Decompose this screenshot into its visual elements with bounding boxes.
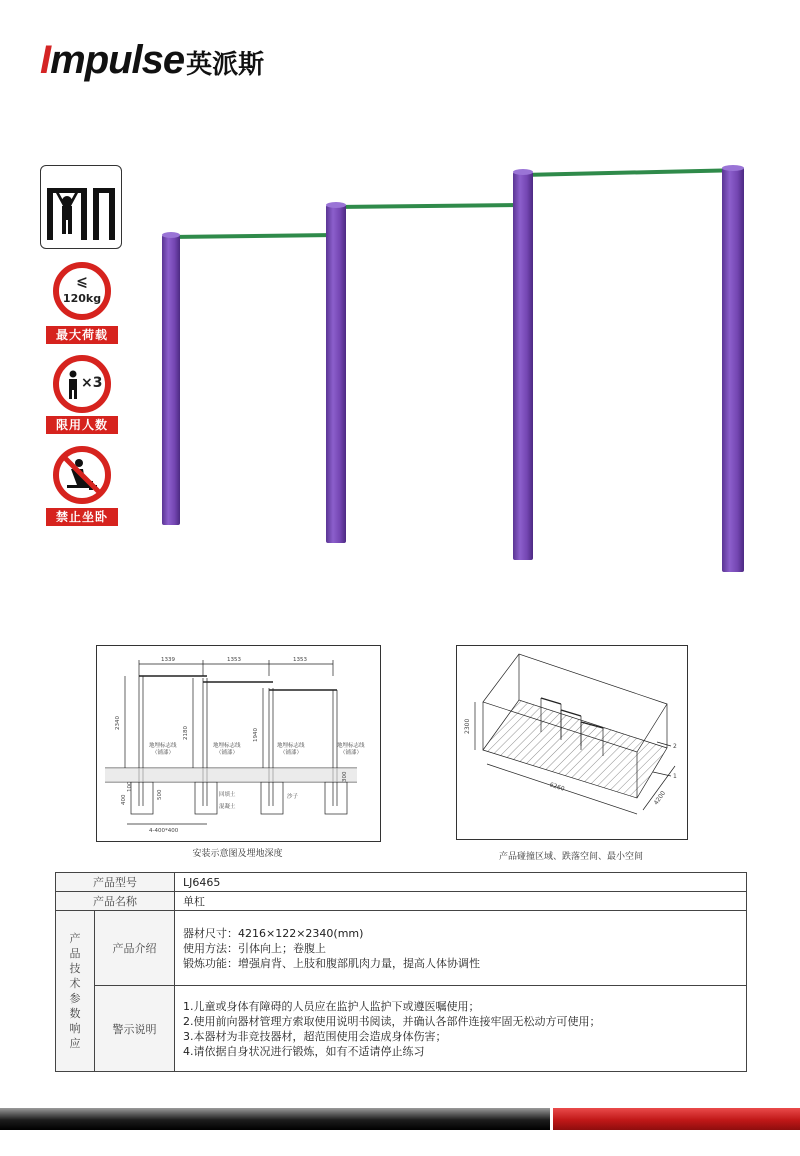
note-backfill: 回填土	[219, 792, 236, 798]
intro-line: 使用方法：引体向上；卷腹上	[183, 941, 326, 955]
brand-rest: mpulse	[50, 38, 185, 82]
brand-logo	[40, 40, 264, 80]
user-limit-icon	[47, 354, 117, 414]
dim-w3: 1353	[293, 657, 307, 663]
side-char: 应	[69, 1037, 81, 1050]
label-n1: 1	[673, 773, 677, 780]
max-load-icon	[47, 262, 117, 320]
user-limit-label: 限用人数	[46, 416, 118, 434]
brand-latin	[40, 40, 184, 80]
intro-line: 器材尺寸：4216×122×2340(mm)	[183, 926, 364, 940]
warning-line: 2.使用前向器材管理方索取使用说明书阅读，并确认各部件连接牢固无松动方可使用；	[183, 1014, 601, 1028]
note-sand: 沙子	[287, 794, 299, 800]
dim-d400: 400	[121, 794, 127, 805]
installation-caption: 安装示意图及埋地深度	[192, 849, 283, 859]
note-mark1b: （铺漆）	[152, 750, 175, 756]
load-value: 120kg	[62, 292, 102, 305]
model-value: LJ6465	[175, 873, 747, 892]
side-char: 响	[69, 1022, 81, 1035]
spec-table	[55, 872, 747, 1072]
safety-space-drawing	[456, 645, 688, 840]
side-char: 品	[69, 947, 81, 960]
dim-d100: 100	[127, 781, 133, 792]
note-concrete: 混凝土	[219, 804, 236, 810]
dim-height: 2300	[464, 718, 471, 734]
side-char: 术	[69, 977, 81, 990]
brand-first-letter: I	[40, 38, 51, 82]
dim-h2: 2180	[183, 726, 189, 740]
note-mark4: 地埋标志线	[337, 743, 365, 749]
note-mark3b: （铺漆）	[280, 750, 303, 756]
warning-line: 3.本器材为非竞技器材，超范围使用会造成身体伤害；	[183, 1029, 447, 1043]
dim-length: 6260	[548, 781, 566, 793]
warning-label: 警示说明	[95, 986, 175, 1072]
footer-bar-red	[553, 1108, 800, 1130]
note-mark3: 地埋标志线	[277, 743, 305, 749]
note-mark2: 地埋标志线	[213, 743, 241, 749]
dim-width: 4200	[652, 789, 668, 807]
name-label: 产品名称	[56, 892, 175, 911]
dim-w1: 1339	[161, 657, 175, 663]
side-char: 数	[69, 1007, 81, 1020]
pullup-pictogram-icon	[40, 165, 122, 249]
label-n2: 2	[673, 743, 677, 750]
no-sitting-icon	[47, 444, 117, 506]
model-label: 产品型号	[56, 873, 175, 892]
dim-d500: 500	[157, 789, 163, 800]
product-image	[130, 150, 770, 590]
note-mark1: 地埋标志线	[149, 743, 177, 749]
footer-bar-dark	[0, 1108, 550, 1130]
no-sitting-label: 禁止坐卧	[46, 508, 118, 526]
brand-chinese: 英派斯	[186, 50, 265, 80]
dim-h1: 2340	[115, 716, 121, 730]
intro-label: 产品介绍	[95, 911, 175, 986]
dim-foot: 4-400*400	[149, 828, 179, 834]
dim-h3: 1940	[253, 728, 259, 742]
tech-param-side-label	[56, 911, 95, 1072]
warning-line: 1.儿童或身体有障碍的人员应在监护人监护下或遵医嘱使用；	[183, 999, 480, 1013]
user-limit-value: ×3	[81, 375, 103, 391]
side-char: 参	[69, 992, 81, 1005]
intro-content	[175, 911, 747, 986]
load-symbol: ⩽	[76, 274, 88, 290]
side-char: 技	[69, 962, 81, 975]
max-load-label: 最大荷载	[46, 326, 118, 344]
dim-d300: 300	[342, 771, 348, 782]
note-mark4b: （铺漆）	[340, 750, 363, 756]
side-char: 产	[69, 932, 81, 945]
name-value: 单杠	[175, 892, 747, 911]
warning-line: 4.请依据自身状况进行锻炼，如有不适请停止练习	[183, 1044, 425, 1058]
safety-space-caption: 产品碰撞区域、跌落空间、最小空间	[498, 852, 643, 862]
installation-drawing	[96, 645, 381, 842]
dim-w2: 1353	[227, 657, 241, 663]
warning-content	[175, 986, 747, 1072]
intro-line: 锻炼功能：增强肩背、上肢和腹部肌肉力量，提高人体协调性	[183, 956, 480, 970]
note-mark2b: （铺漆）	[216, 750, 239, 756]
